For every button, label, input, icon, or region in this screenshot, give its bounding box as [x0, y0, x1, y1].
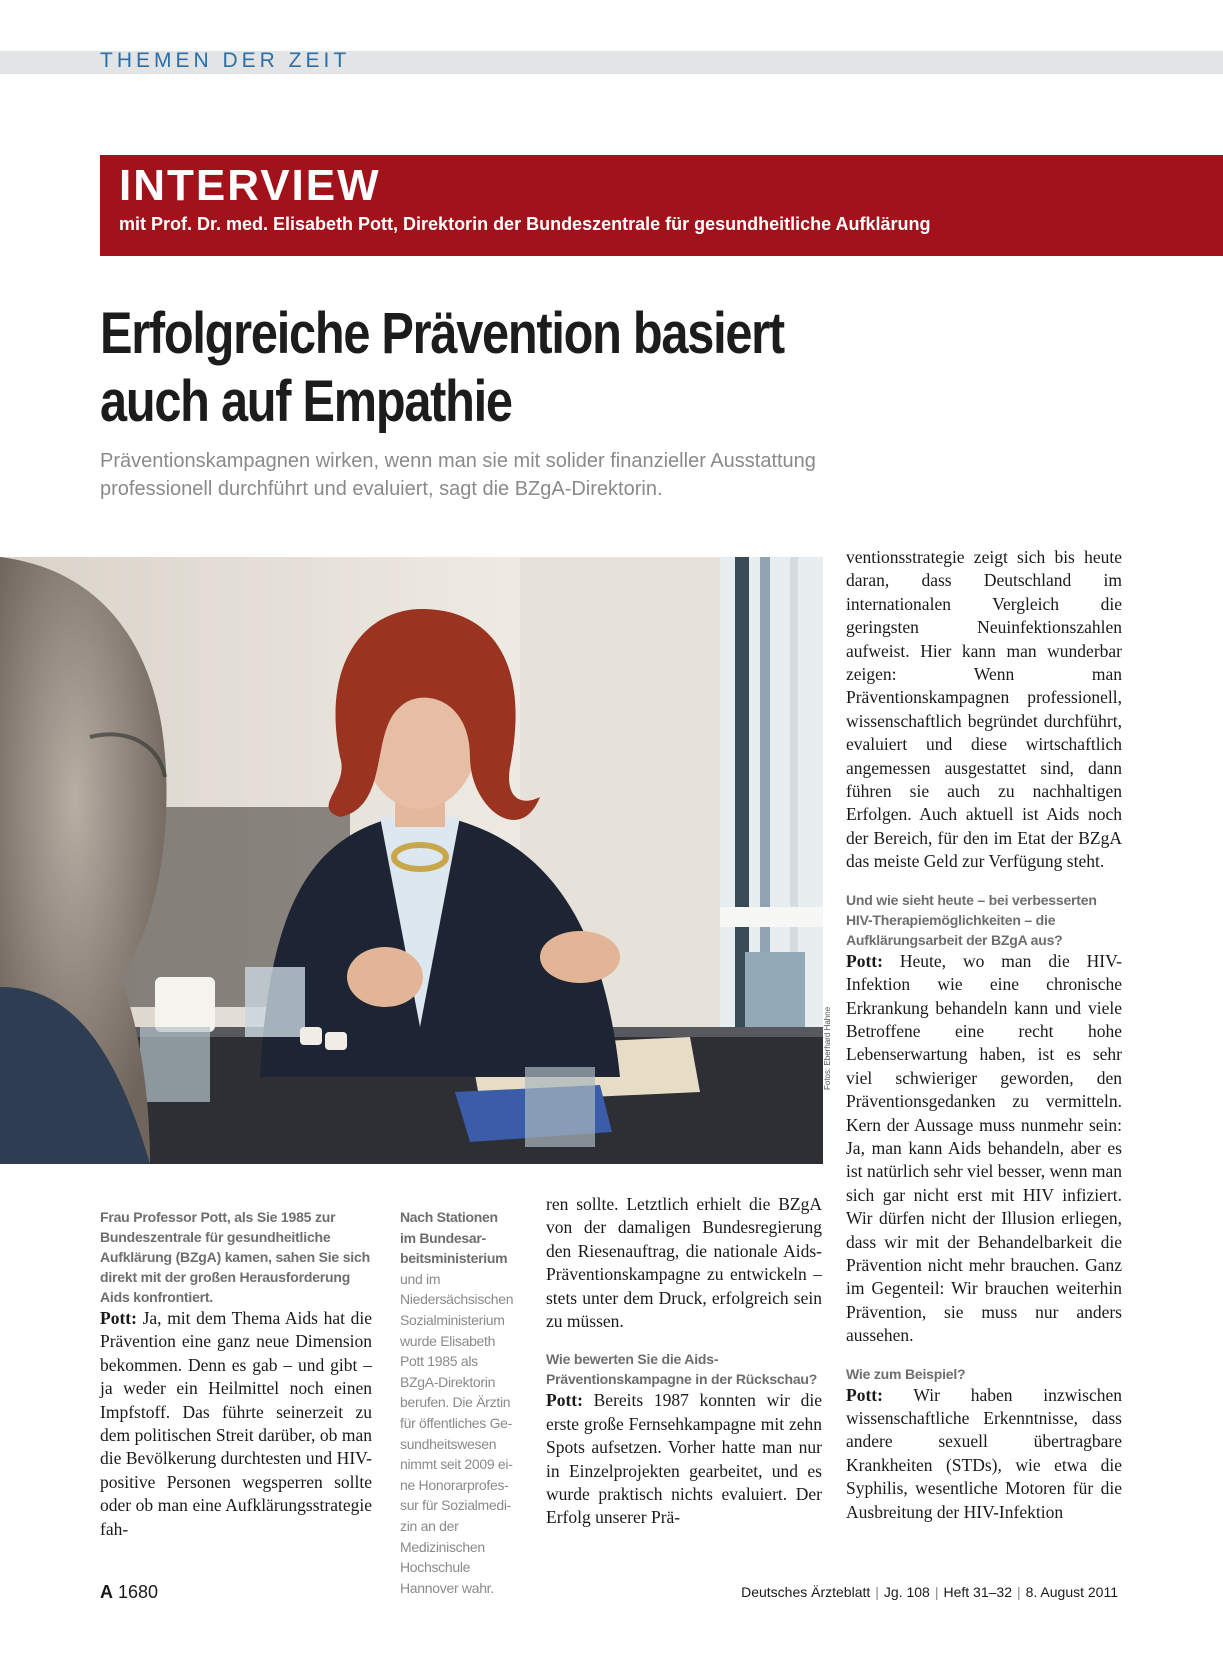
deck-line-1: Präventionskampagnen wirken, wenn man sie mit solider finanzieller Ausstattung — [100, 450, 816, 472]
page-number-value: 1680 — [118, 1582, 159, 1602]
banner-subtitle: mit Prof. Dr. med. Elisabeth Pott, Direktorin der Bundeszentrale für gesundheitliche Aufklärung — [119, 214, 931, 234]
banner-title: INTERVIEW — [119, 161, 381, 210]
speaker-label: Pott: — [100, 1308, 137, 1328]
section-label: THEMEN DER ZEIT — [100, 49, 351, 72]
answer-text: Ja, mit dem Thema Aids hat die Prävention eine ganz neue Dimension bekommen. Denn es gab – und gibt – ja weder ein Heilmittel noch einen Impfstoff. Das führte seinerzeit zu dem politischen Streit darüber, ob man die Bevölkerung durchtesten und HIV-positive Personen wegsperren sollte oder ob man eine Aufklärungsstrategie fah- — [100, 1308, 373, 1539]
bio-text: und im Niedersächsischen Sozialministerium wurde Elisabeth Pott 1985 als BZgA-Direktorin berufen. Die Ärztin für öffentliches Gesundheitswesen nimmt seit 2009 eine Honorarprofessur für Sozialmedizin an der Medizinischen Hochschule Hannover wahr. — [400, 1270, 514, 1596]
interview-answer — [846, 1384, 1122, 1524]
interview-answer — [546, 1389, 822, 1529]
answer-text: Heute, wo man die HIV-Infektion wie eine chronische Erkrankung behandeln kann und viele Betroffene eine recht hohe Lebenserwartung haben, ist es sehr viel schwieriger geworden, den Präventionsgedanken zu vermitteln. Kern der Aussage muss nunmehr sein: Ja, man kann Aids behandeln, aber es ist natürlich sehr viel besser, wenn man sich gar nicht erst mit HIV infiziert. Wir dürfen nicht der Illusion erliegen, dass wir mit der Behandelbarkeit die Prävention nicht mehr brauchen. Ganz im Gegenteil: Wir brauchen weiterhin Prävention, sie muss nur anders aussehen. — [846, 950, 1122, 1346]
interview-banner — [100, 155, 1223, 256]
continued-text: ventionsstrategie zeigt sich bis heute daran, dass Deutschland im internationalen Vergleich die geringsten Neuinfektionszahlen aufweist. Hier kann man wunderbar zeigen: Wenn man Präventionskampagnen professionell, wissenschaftlich begründet durchführt, evaluiert und diese wirtschaftlich angemessen ausgestattet sind, dann führen sie auch zu nachhaltigen Erfolgen. Auch aktuell ist Aids noch der Bereich, für den im Etat der BZgA das meiste Geld zur Verfügung steht. — [846, 547, 1122, 872]
journal-date: 8. August 2011 — [1025, 1584, 1118, 1600]
continued-text: ren sollte. Letztlich erhielt die BZgA von der damaligen Bundesregierung den Riesenauftrag, die nationale Aids-Präventionskampagne zu entwickeln – stets unter dem Druck, erfolgreich sein zu müssen. — [546, 1194, 822, 1332]
article-column-1 — [100, 1207, 372, 1541]
speaker-label: Pott: — [846, 950, 883, 971]
interview-answer — [846, 950, 1122, 1348]
interview-question: Wie bewerten Sie die Aids-Präventionskampagne in der Rückschau? — [546, 1351, 818, 1388]
page-number — [100, 1582, 158, 1603]
speaker-label: Pott: — [546, 1390, 583, 1411]
interview-question: Wie zum Beispiel? — [846, 1365, 966, 1382]
journal-name: Deutsches Ärzteblatt — [741, 1584, 871, 1600]
journal-issue: Heft 31–32 — [943, 1584, 1012, 1600]
interview-question: Frau Professor Pott, als Sie 1985 zur Bundeszentrale für gesundheitliche Aufklärung (BZgA) kamen, sahen Sie sich direkt mit der großen Herausforderung Aids konfrontiert. — [100, 1209, 370, 1305]
speaker-label: Pott: — [846, 1384, 883, 1405]
interview-answer — [100, 1307, 372, 1541]
article-headline — [100, 300, 856, 436]
photo-credit: Fotos: Eberhard Hahne — [823, 1006, 832, 1090]
page-prefix: A — [100, 1582, 113, 1602]
headline-line-2: auch auf Empathie — [100, 369, 512, 434]
answer-text: Bereits 1987 konnten wir die erste große Fernsehkampagne mit zehn Spots aufsetzen. Vorher hatte man nur in Einzelprojekten gearbeitet, und es wurde praktisch nichts evaluiert. Der Erfolg unserer Prä- — [546, 1390, 823, 1528]
bio-lead: Nach Stationen im Bundesarbeitsministerium — [400, 1209, 508, 1267]
journal-volume: Jg. 108 — [883, 1584, 930, 1600]
article-deck — [100, 447, 1000, 503]
journal-footer: Deutsches Ärzteblatt | Jg. 108 | Heft 31–32 | 8. August 2011 — [741, 1584, 1118, 1600]
deck-line-2: professionell durchführt und evaluiert, sagt die BZgA-Direktorin. — [100, 478, 663, 500]
interview-photo — [0, 557, 823, 1164]
headline-line-1: Erfolgreiche Prävention basiert — [100, 301, 784, 366]
article-column-4 — [846, 546, 1122, 1524]
interview-photo-illustration — [0, 557, 823, 1164]
interview-question: Und wie sieht heute – bei verbesserten HIV-Therapiemöglichkeiten – die Aufklärungsarbeit der BZgA aus? — [846, 891, 1097, 948]
article-column-3 — [546, 1193, 822, 1530]
answer-text: Wir haben inzwischen wissenschaftliche Erkenntnisse, dass andere sexuell übertragbare Krankheiten (STDs), wie etwa die Syphilis, wesentliche Motoren für die Ausbreitung der HIV-Infektion — [846, 1384, 1123, 1522]
bio-sidebar — [400, 1207, 515, 1598]
